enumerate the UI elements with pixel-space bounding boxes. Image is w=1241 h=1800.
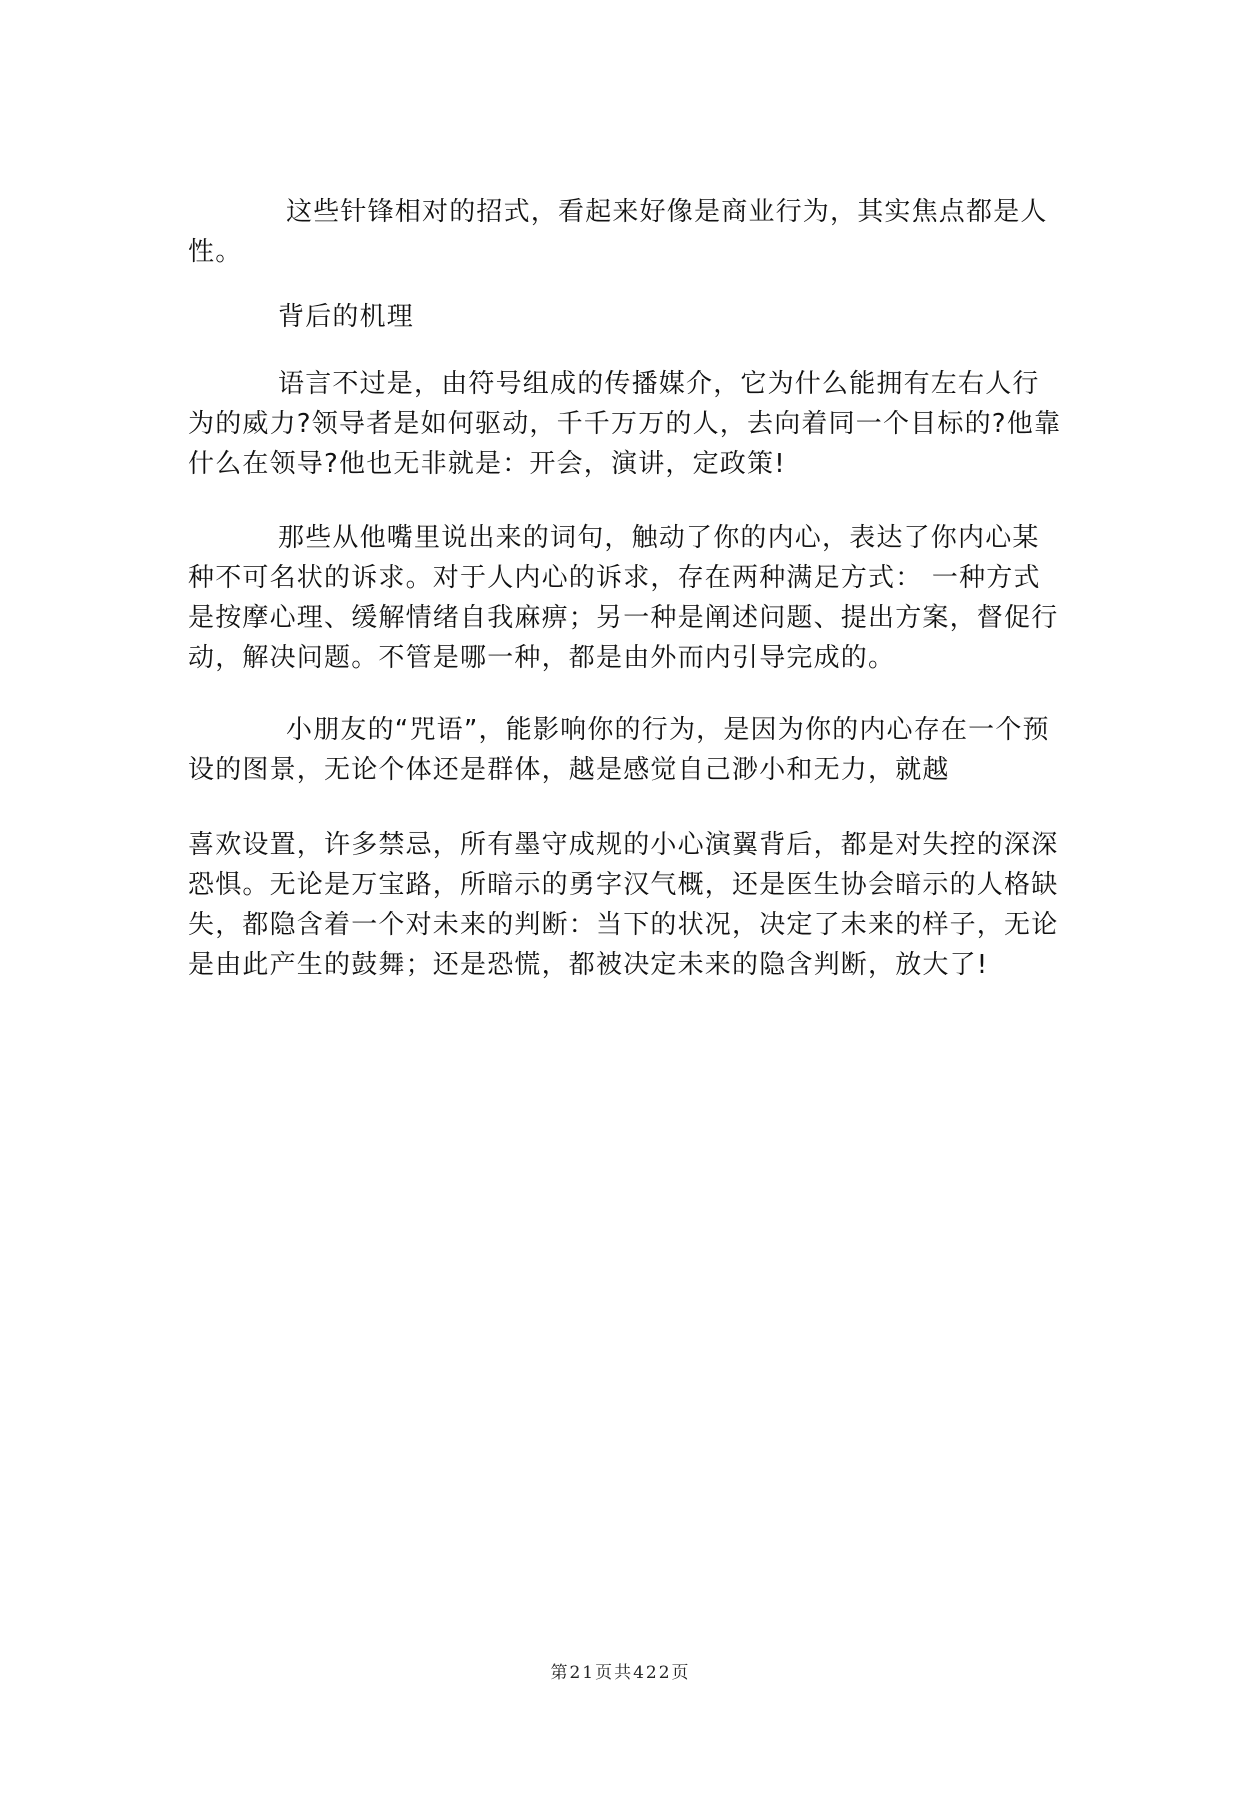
page-footer: 第21页共422页: [550, 1663, 691, 1683]
paragraph-2: 语言不过是，由符号组成的传播媒介，它为什么能拥有左右人行为的威力?领导者是如何驱动，千千万万的人，去向着同一个目标的?他靠什么在领导?他也无非就是：开会，演讲，定政策!: [188, 369, 1062, 479]
paragraph-5: 喜欢设置，许多禁忌，所有墨守成规的小心演翼背后，都是对失控的深深恐惧。无论是万宝路，所暗示的勇字汉气概，还是医生协会暗示的人格缺失，都隐含着一个对未来的判断：当下的状况，决定了未来的样子，无论是由此产生的鼓舞；还是恐慌，都被决定未来的隐含判断，放大了!: [188, 830, 1059, 980]
paragraph-3: 那些从他嘴里说出来的词句，触动了你的内心，表达了你内心某种不可名状的诉求。对于人内心的诉求，存在两种满足方式： 一种方式是按摩心理、缓解情绪自我麻痹；另一种是阐述问题、提出方案，督促行动，解决问题。不管是哪一种，都是由外而内引导完成的。: [188, 523, 1059, 673]
paragraph-1: 这些针锋相对的招式，看起来好像是商业行为，其实焦点都是人性。: [188, 197, 1048, 267]
section-heading: 背后的机理: [278, 302, 415, 332]
paragraph-4: 小朋友的“咒语”，能影响你的行为，是因为你的内心存在一个预设的图景，无论个体还是群体，越是感觉自己渺小和无力，就越: [188, 715, 1050, 785]
